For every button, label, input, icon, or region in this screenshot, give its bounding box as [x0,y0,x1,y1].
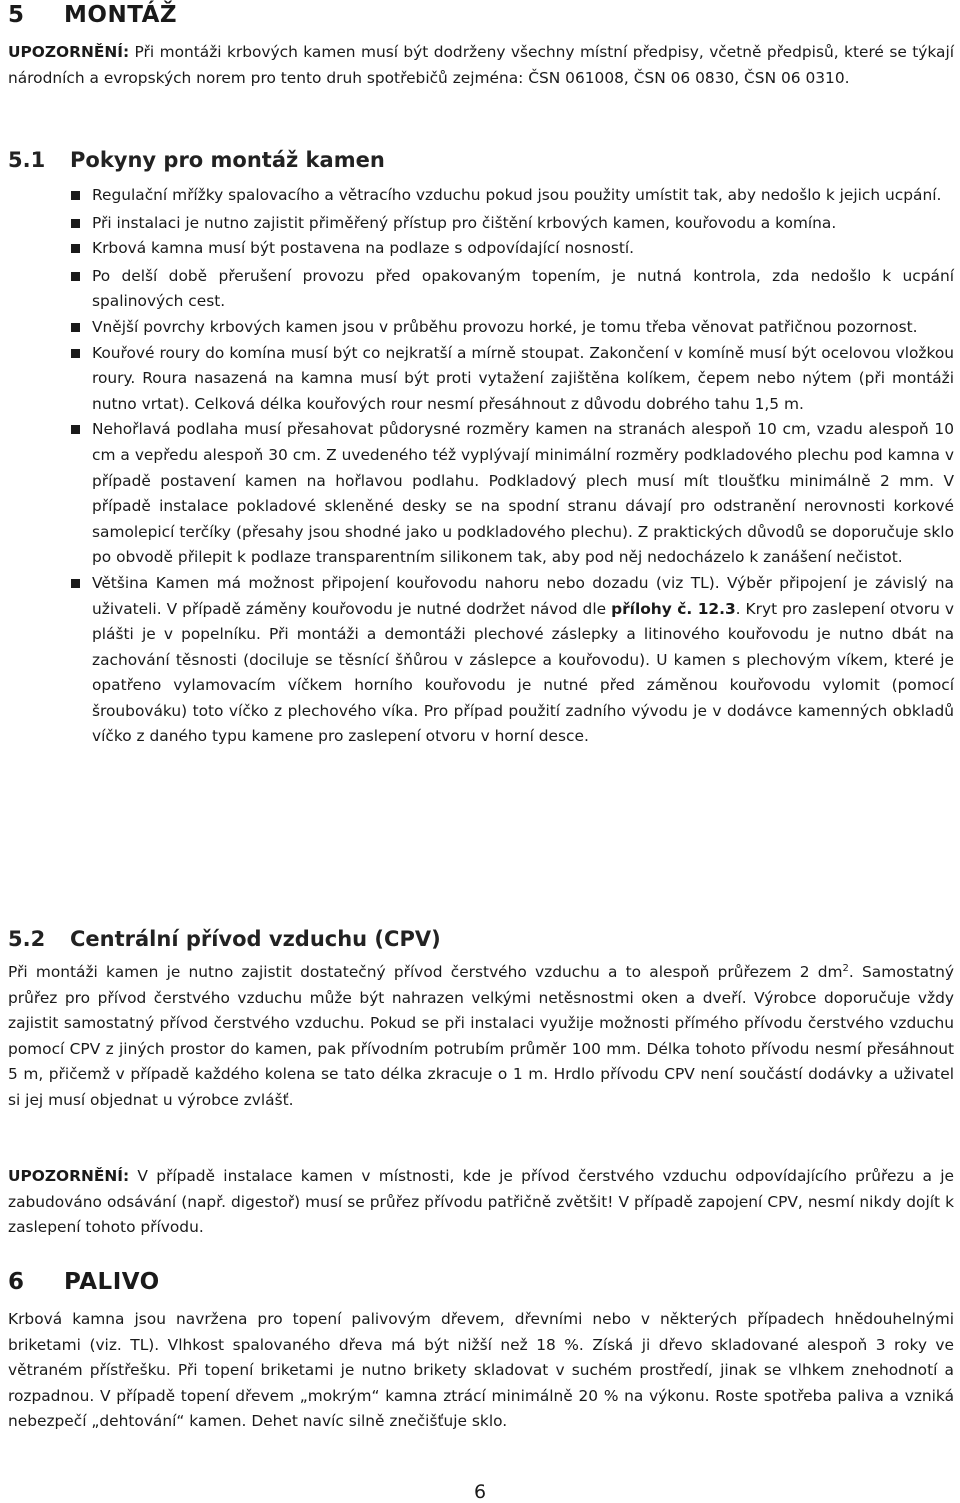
superscript: 2 [842,962,849,974]
section-6-heading [8,1269,160,1295]
cpv-paragraph: Při montáži kamen je nutno zajistit dostatečný přívod čerstvého vzduchu a to alespoň průřezem 2 $dm^2$. Samostatný průřez pro přívod čerstvého vzduchu může být nahrazen velkými netěsnostmi oken a dveří. Výrobce doporučuje vždy zajistit samostatný přívod čerstvého vzduchu. Pokud se při instalaci využije možnosti přímého přívodu čerstvého vzduchu pomocí CPV z jiných prostor do kamen, pak přívodním potrubím průměr 100 mm. Délka tohoto přívodu nesmí přesáhnout 5 m, přičemž v případě každého kolena se tato délka zkracuje o 1 m. Hrdlo přívodu CPV není součástí dodávky a uživatel si jej musí objednat u výrobce zvlášť. [8,962,955,1109]
appendix-reference: přílohy č. 12.3 [611,599,736,618]
warning-text: Při montáži krbových kamen musí být dodrženy všechny místní předpisy, včetně předpisů, které se týkají národních a evropských norem pro tento druh spotřebičů zejména: ČSN 061008, ČSN 06 0830, ČSN 06 0310. [8,43,954,87]
subsection-number: 5.2 [8,927,46,951]
bullet-square-icon [71,349,80,358]
warning-text: V případě instalace kamen v místnosti, kde je přívod čerstvého vzduchu odpovídajícího průřezu a je zabudováno odsávání (např. digestoř) musí se průřez přívodu patřičně zvětšit! V případě zapojení CPV, nesmí nikdy dojít k zaslepení tohoto přívodu. [8,1167,954,1237]
bullet-square-icon [71,272,80,281]
section-title: MONTÁŽ [64,2,178,28]
subsection-number: 5.1 [8,148,46,172]
list-item: Po delší době přerušení provozu před opakovaným topením, je nutná kontrola, zda nedošlo k ucpání spalinových cest. [0,264,954,315]
section-number: 5 [8,2,25,28]
list-item: Při instalaci je nutno zajistit přiměřený přístup pro čištění krbových kamen, kouřovodu a komína. [0,211,954,237]
warning-label: UPOZORNĚNÍ: [8,43,130,61]
section-5-1-heading [8,148,385,172]
page-number: 6 [473,1481,487,1503]
bullet-square-icon [71,579,80,588]
section-title: PALIVO [64,1269,160,1295]
installation-instructions-list [0,183,960,750]
bullet-square-icon [71,191,80,200]
bullet-square-icon [71,244,80,253]
cpv-warning [8,1164,954,1241]
fuel-paragraph: Krbová kamna jsou navržena pro topení palivovým dřevem, dřevními nebo v některých případech hnědouhelnými briketami (viz. TL). Vlhkost spalovaného dřeva má být nižší než 18 %. Získá ji dřevo skladované alespoň 3 roky ve větraném přístřešku. Při topení briketami je nutno brikety skladovat v suchém prostředí, jinak se vlhkem znehodnotí a rozpadnou. V případě topení dřevem „mokrým“ kamna ztrácí minimálně 20 % na výkonu. Roste spotřeba paliva a vzniká nebezpečí „dehtování“ kamen. Dehet navíc silně znečišťuje sklo. [8,1310,954,1431]
section-5-heading [8,2,177,28]
list-item: Nehořlavá podlaha musí přesahovat půdorysné rozměry kamen na stranách alespoň 10 cm, vzadu alespoň 10 cm a vepředu alespoň 30 cm. Z uvedeného též vyplývají minimální rozměry podkladového plechu pod kamna v případě postavení kamen na hořlavou podlahu. Podkladový plech musí mít tloušťku minimálně 2 mm. V případě instalace pokladové skleněné desky se na spodní stranu dávají pro odstranění nerovnosti korkové samolepicí terčíky (přesahy jsou shodné jako u podkladového plechu). Z praktických důvodů se doporučuje sklo po obvodě přilepit k podlaze transparentním silikonem tak, aby pod něj nedocházelo k zanášení nečistot. [0,417,954,571]
subsection-title: Pokyny pro montáž kamen [70,148,385,172]
list-item: Většina Kamen má možnost připojení kouřovodu nahoru nebo dozadu (viz TL). Výběr připojení je závislý na uživateli. V případě záměny kouřovodu je nutné dodržet návod dle přílohy č. 12.3. Kryt pro zaslepení otvoru v plášti je v popelníku. Při montáži a demontáži plechové záslepky a litinového kouřovodu je nutno dbát na zachování těsnosti (dociluje se těsnící šňůrou v záslepce a kouřovodu). U kamen s plechovým víkem, které je opatřeno vylamovacím víčkem horního kouřovodu je nutné před záměnou kouřovodu vylomit (pomocí šroubováku) toto víčko z plechového víka. Pro případ použití zadního vývodu je v dodávce kamenných obkladů víčko z daného typu kamene pro zaslepení otvoru v horní desce. [0,571,954,750]
bullet-square-icon [71,425,80,434]
bullet-square-icon [71,323,80,332]
list-item: Krbová kamna musí být postavena na podlaze s odpovídající nosností. [0,236,954,262]
subsection-title: Centrální přívod vzduchu (CPV) [70,927,441,951]
list-item: Vnější povrchy krbových kamen jsou v průběhu provozu horké, je tomu třeba věnovat patřičnou pozornost. [0,315,954,341]
montaz-warning [8,40,954,91]
list-item: Regulační mřížky spalovacího a větracího vzduchu pokud jsou použity umístit tak, aby nedošlo k jejich ucpání. [0,183,954,209]
section-5-2-heading [8,927,441,951]
section-number: 6 [8,1269,25,1295]
list-item: Kouřové roury do komína musí být co nejkratší a mírně stoupat. Zakončení v komíně musí být ocelovou vložkou roury. Roura nasazená na kamna musí být proti vytažení zajištěna kolíkem, čepem nebo nýtem (při montáži nutno vrtat). Celková délka kouřových rour nesmí přesáhnout z důvodu dobrého tahu 1,5 m. [0,341,954,418]
bullet-square-icon [71,219,80,228]
warning-label: UPOZORNĚNÍ: [8,1167,130,1185]
